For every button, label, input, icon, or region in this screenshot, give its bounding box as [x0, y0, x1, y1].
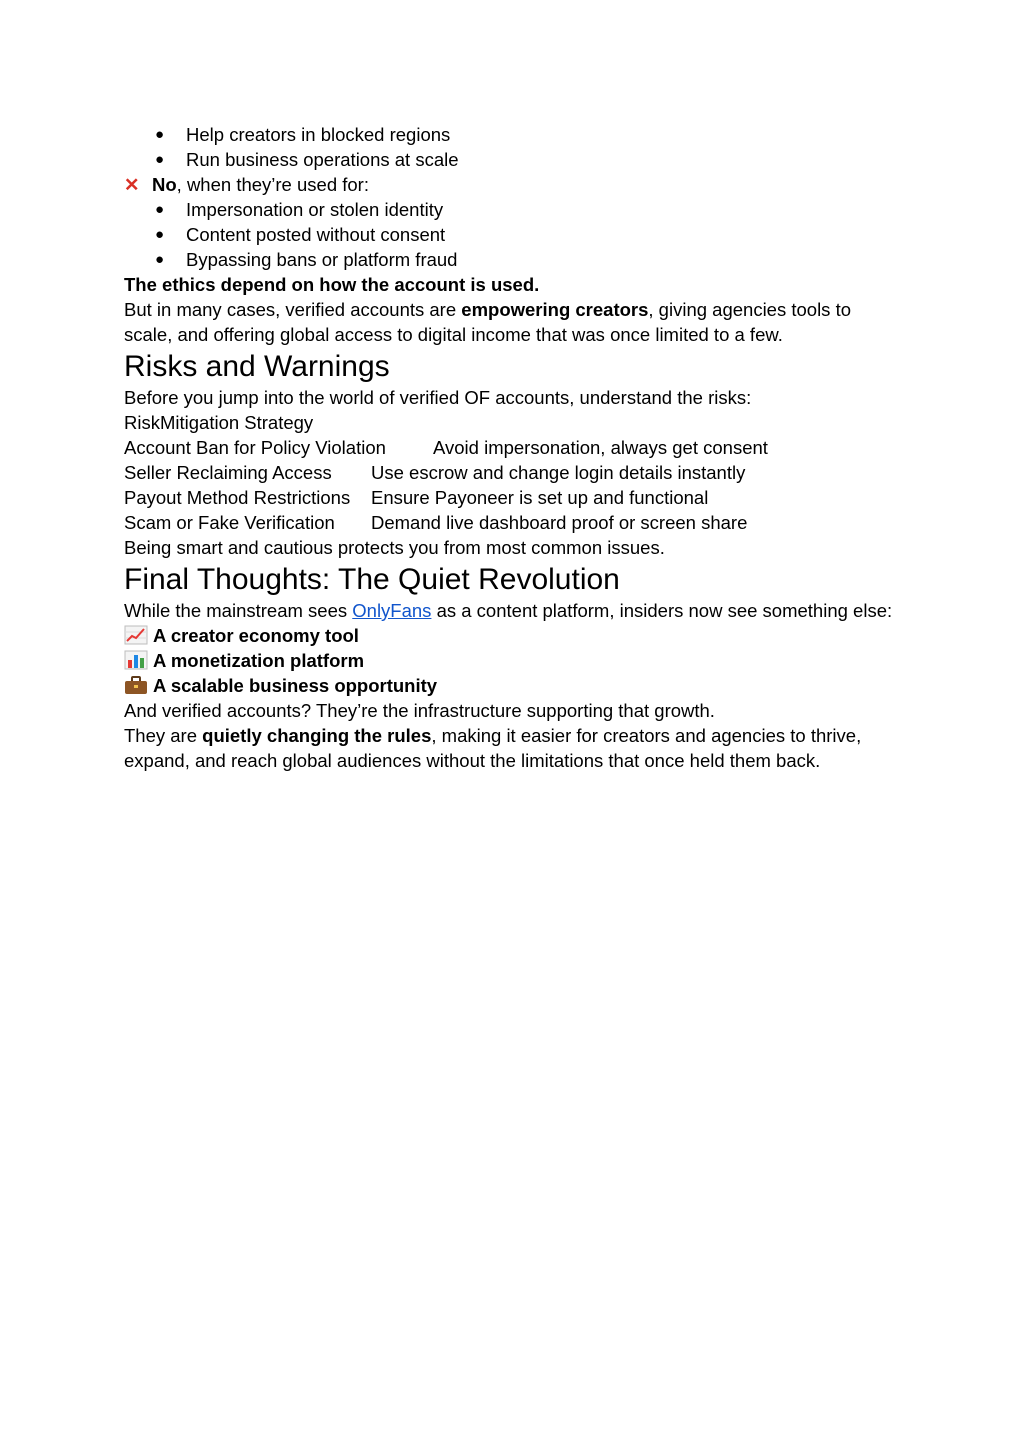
list-item: ● Bypassing bans or platform fraud [155, 249, 458, 270]
final-heading: Final Thoughts: The Quiet Revolution [124, 563, 620, 596]
bullet-icon: ● [155, 226, 165, 243]
mitigation-cell: Demand live dashboard proof or screen share [371, 512, 748, 533]
table-row [124, 435, 894, 460]
list-item: ● Impersonation or stolen identity [155, 199, 444, 220]
final-intro: While the mainstream sees OnlyFans as a content platform, insiders now see something else: [124, 600, 893, 621]
risk-cell: Seller Reclaiming Access [124, 462, 332, 483]
briefcase-icon [124, 675, 148, 695]
risk-cell: Payout Method Restrictions [124, 487, 351, 508]
risks-closing: Being smart and cautious protects you from most common issues. [124, 537, 665, 558]
risk-cell: Account Ban for Policy Violation [124, 437, 386, 458]
risks-intro: Before you jump into the world of verified OF accounts, understand the risks: [124, 387, 752, 408]
risk-cell: Scam or Fake Verification [124, 512, 335, 533]
table-row [124, 460, 894, 485]
bullet-icon: ● [155, 201, 165, 218]
closing-paragraph: They are quietly changing the rules, making it easier for creators and agencies to thrive, expand, and reach global audiences without the limitations that once held them back. [124, 725, 862, 771]
document-page [124, 122, 894, 773]
mitigation-cell: Ensure Payoneer is set up and functional [371, 487, 709, 508]
list-item: ● Run business operations at scale [155, 149, 459, 170]
table-row [124, 485, 894, 510]
table-row [124, 510, 894, 535]
list-item: A scalable business opportunity [124, 673, 894, 698]
list-item: A creator economy tool [124, 623, 894, 648]
list-item: A monetization platform [124, 648, 894, 673]
ethics-line: The ethics depend on how the account is used. [124, 274, 540, 295]
no-heading: ✕ No, when they’re used for: [124, 174, 369, 195]
bullet-icon: ● [155, 126, 165, 143]
bullet-icon: ● [155, 151, 165, 168]
ethics-paragraph: But in many cases, verified accounts are empowering creators, giving agencies tools to scale, and offering global access to digital income that was once limited to a few. [124, 299, 852, 345]
onlyfans-link[interactable]: OnlyFans [352, 600, 432, 621]
list-item: ● Help creators in blocked regions [155, 124, 451, 145]
cross-mark-icon: ✕ [124, 174, 140, 195]
chart-increasing-icon [124, 625, 148, 645]
infra-line: And verified accounts? They’re the infrastructure supporting that growth. [124, 700, 715, 721]
risks-heading: Risks and Warnings [124, 350, 390, 383]
bullet-icon: ● [155, 251, 165, 268]
list-item: ● Content posted without consent [155, 224, 446, 245]
mitigation-cell: Avoid impersonation, always get consent [433, 437, 768, 458]
mitigation-cell: Use escrow and change login details instantly [371, 462, 746, 483]
bar-chart-icon [124, 650, 148, 670]
risks-table-header: RiskMitigation Strategy [124, 412, 314, 433]
